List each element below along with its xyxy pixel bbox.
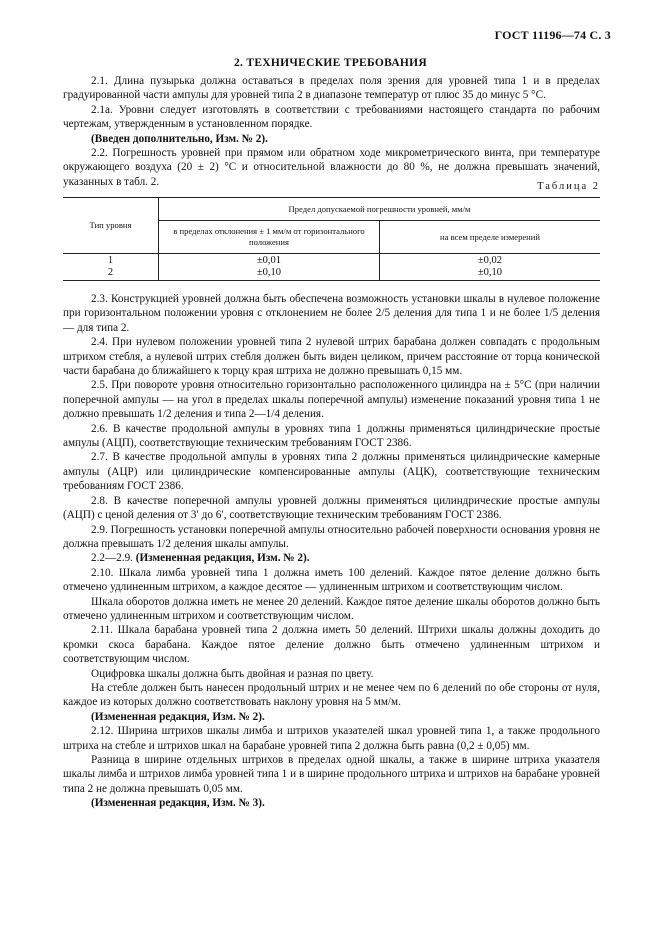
paragraph-2-2: 2.2. Погрешность уровней при прямом или обратном ходе микрометрического винта, при температуре окружающего воздуха (20 ± 2) °С и относительной влажности до 80 %, не должна превышать значений, указанных в табл. 2.: [63, 147, 600, 188]
paragraphs-block-2: [63, 292, 600, 811]
paragraphs-block-1: [63, 74, 600, 189]
section-title: 2. ТЕХНИЧЕСКИЕ ТРЕБОВАНИЯ: [233, 57, 428, 69]
amendment-note: (Введен дополнительно, Изм. № 2).: [91, 132, 268, 145]
amendment-note: (Измененная редакция, Изм. № 2).: [91, 710, 265, 723]
table-header-type: Тип уровня: [63, 198, 159, 254]
table-group-header: Предел допускаемой погрешности уровней, мм/м: [159, 198, 601, 221]
table-cell: ±0,10: [159, 266, 380, 281]
paragraph-2-5: 2.5. При повороте уровня относительно горизонтально расположенного цилиндра на ± 5°С (при наличии поперечной ампулы — на угол в пределах шкалы поперечной ампулы) изменение показаний уровня типа 1 не должно превышать 1/2 деления и типа 2—1/4 деления.: [63, 379, 600, 421]
paragraph-2-1a: 2.1а. Уровни следует изготовлять в соответствии с требованиями настоящего стандарта по рабочим чертежам, утвержденным в установленном порядке.: [63, 103, 600, 131]
table-cell: ±0,01: [159, 254, 380, 267]
page-header: ГОСТ 11196—74 С. 3: [494, 28, 611, 42]
table-cell: ±0,10: [380, 266, 601, 281]
paragraph-width-difference: Разница в ширине отдельных штрихов в пределах одной шкалы, а также в ширине штриха указателя шкалы лимба и штрихов лимба уровней типа 1 и в ширине продольного штриха и штрихов на барабане уровней типа 2 не должна превышать 0,05 мм.: [63, 754, 600, 795]
paragraph-2-10: 2.10. Шкала лимба уровней типа 1 должна иметь 100 делений. Каждое пятое деление должно быть отмечено удлиненным штрихом, а каждое десятое — удлиненным штрихом и соответствующим числом.: [63, 566, 600, 594]
paragraph-2-8: 2.8. В качестве поперечной ампулы уровней должны применяться цилиндрические простые ампулы (АЦП) с ценой деления от 3′ до 6′, соответствующие техническим требованиям ГОСТ 2386.: [63, 494, 600, 522]
table-row: [63, 266, 600, 281]
table-subheader-deviation: в пределах отклонения ± 1 мм/м от горизонтального положения: [159, 221, 380, 254]
table-cell: 2: [63, 266, 159, 281]
table-cell: 1: [63, 254, 159, 267]
paragraph-2-7: 2.7. В качестве продольной ампулы в уровнях типа 2 должны применяться цилиндрические камерные ампулы (АЦР) или цилиндрические компенсированные ампулы (АЦК), соответствующие техническим требованиям ГОСТ 2386.: [63, 451, 600, 493]
paragraph-2-4: 2.4. При нулевом положении уровней типа 2 нулевой штрих барабана должен совпадать с продольным штрихом стебля, а нулевой штрих стебля должен быть виден целиком, причем расстояние от торца конической части барабана до ближайшего к торцу края штриха не должно превышать 0,15 мм.: [63, 336, 600, 378]
amendment-note: (Измененная редакция, Изм. № 3).: [91, 797, 265, 810]
table-caption: Таблица 2: [537, 181, 600, 192]
paragraph-2-9: 2.9. Погрешность установки поперечной ампулы относительно рабочей поверхности основания уровня не должна превышать 1/2 деления шкалы ампулы.: [63, 523, 600, 550]
paragraph-2-1: 2.1. Длина пузырька должна оставаться в пределах поля зрения для уровней типа 1 и в пределах градуированной части ампулы для уровней типа 2 в диапазоне температур от плюс 35 до минус 5 °С.: [63, 75, 600, 102]
table-row: [63, 254, 600, 267]
amendment-note-2-2-2-9: [63, 551, 600, 565]
paragraph-2-3: 2.3. Конструкцией уровней должна быть обеспечена возможность установки шкалы в нулевое положение при горизонтальном положении уровня с отклонением не более 2/5 деления для типа 1 и не более 1/5 деления — для типа 2.: [63, 293, 600, 334]
table-subheader-full-range: на всем пределе измерений: [380, 221, 601, 254]
paragraph-2-11: 2.11. Шкала барабана уровней типа 2 должна иметь 50 делений. Штрихи шкалы должны доходить до кромки скоса барабана. Каждое пятое деление должно быть отмечено удлиненным штрихом и соответствующим числом.: [63, 624, 600, 666]
paragraph-revolutions-scale: Шкала оборотов должна иметь не менее 20 делений. Каждое пятое деление шкалы оборотов должно быть отмечено удлиненным штрихом и соответствующим числом.: [63, 595, 600, 622]
amendment-range: 2.2—2.9.: [91, 552, 136, 565]
paragraph-2-6: 2.6. В качестве продольной ампулы в уровнях типа 1 должны применяться цилиндрические простые ампулы (АЦП), соответствующие техническим требованиям ГОСТ 2386.: [63, 422, 600, 450]
table-cell: ±0,02: [477, 255, 503, 266]
amendment-text: (Измененная редакция, Изм. № 2).: [135, 552, 310, 565]
paragraph-digitization: Оцифровка шкалы должна быть двойная и разная по цвету.: [91, 667, 374, 680]
error-limits-table: [63, 197, 600, 281]
paragraph-stem: На стебле должен быть нанесен продольный штрих и не менее чем по 6 делений по обе стороны от нуля, каждое из которых должно соответствовать наклону уровня на 5 мм/м.: [63, 681, 600, 709]
paragraph-2-12: 2.12. Ширина штрихов шкалы лимба и штрихов указателей шкал уровней типа 1, а также продольного штриха на стебле и штрихов шкал на барабане уровней типа 2 должна быть равна (0,2 ± 0,05) мм.: [63, 725, 600, 752]
